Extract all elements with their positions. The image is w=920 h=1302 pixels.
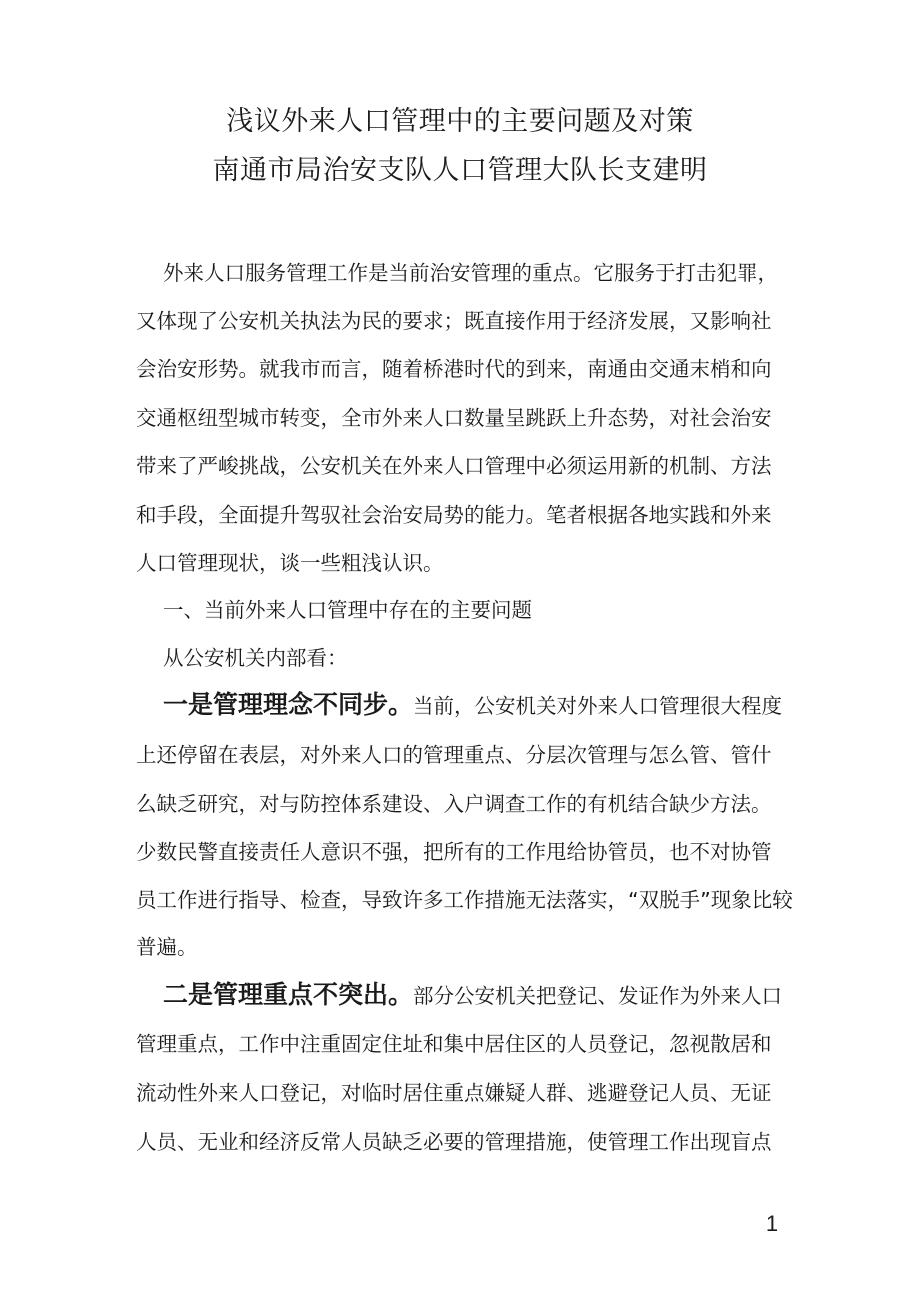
intro-line: 会治安形势。就我市而言，随着桥港时代的到来，南通由交通末梢和向: [136, 357, 772, 381]
point-1-line: 少数民警直接责任人意识不强，把所有的工作甩给协管员，也不对协管: [136, 840, 772, 864]
point-2-first-line: [163, 980, 782, 1011]
intro-line: 带来了严峻挑战，公安机关在外来人口管理中必须运用新的机制、方法: [136, 454, 772, 478]
point-1-heading: 一是管理理念不同步。: [163, 690, 414, 719]
page-number: 1: [765, 1211, 779, 1236]
document-title: 浅议外来人口管理中的主要问题及对策: [226, 106, 694, 137]
point-2-line: 人员、无业和经济反常人员缺乏必要的管理措施，使管理工作出现盲点: [136, 1130, 772, 1154]
point-1-line: 普遍。: [136, 935, 198, 959]
document-subtitle: 南通市局治安支队人口管理大队长支建明: [212, 155, 708, 186]
intro-line: 交通枢纽型城市转变，全市外来人口数量呈跳跃上升态势，对社会治安: [136, 406, 772, 430]
point-2-text: 部分公安机关把登记、发证作为外来人口: [413, 984, 783, 1008]
point-2-line: 流动性外来人口登记，对临时居住重点嫌疑人群、逃避登记人员、无证: [136, 1081, 772, 1105]
intro-line: 又体现了公安机关执法为民的要求；既直接作用于经济发展，又影响社: [136, 309, 772, 333]
intro-line: 和手段，全面提升驾驭社会治安局势的能力。笔者根据各地实践和外来: [136, 503, 772, 527]
point-2-heading: 二是管理重点不突出。: [163, 980, 414, 1009]
point-1-text: 当前，公安机关对外来人口管理很大程度: [413, 694, 783, 718]
section-heading: 一、当前外来人口管理中存在的主要问题: [163, 598, 532, 622]
intro-line: 外来人口服务管理工作是当前治安管理的重点。它服务于打击犯罪，: [163, 261, 778, 285]
point-1-line: 上还停留在表层，对外来人口的管理重点、分层次管理与怎么管、管什: [136, 743, 772, 767]
point-1-line: 么缺乏研究，对与防控体系建设、入户调查工作的有机结合缺少方法。: [136, 792, 772, 816]
subheading: 从公安机关内部看：: [163, 646, 348, 670]
point-1-first-line: [163, 690, 782, 721]
point-2-line: 管理重点，工作中注重固定住址和集中居住区的人员登记，忽视散居和: [136, 1032, 772, 1056]
intro-line: 人口管理现状，谈一些粗浅认识。: [136, 551, 444, 575]
point-1-line: 员工作进行指导、检查，导致许多工作措施无法落实，“双脱手”现象比较: [136, 888, 793, 912]
